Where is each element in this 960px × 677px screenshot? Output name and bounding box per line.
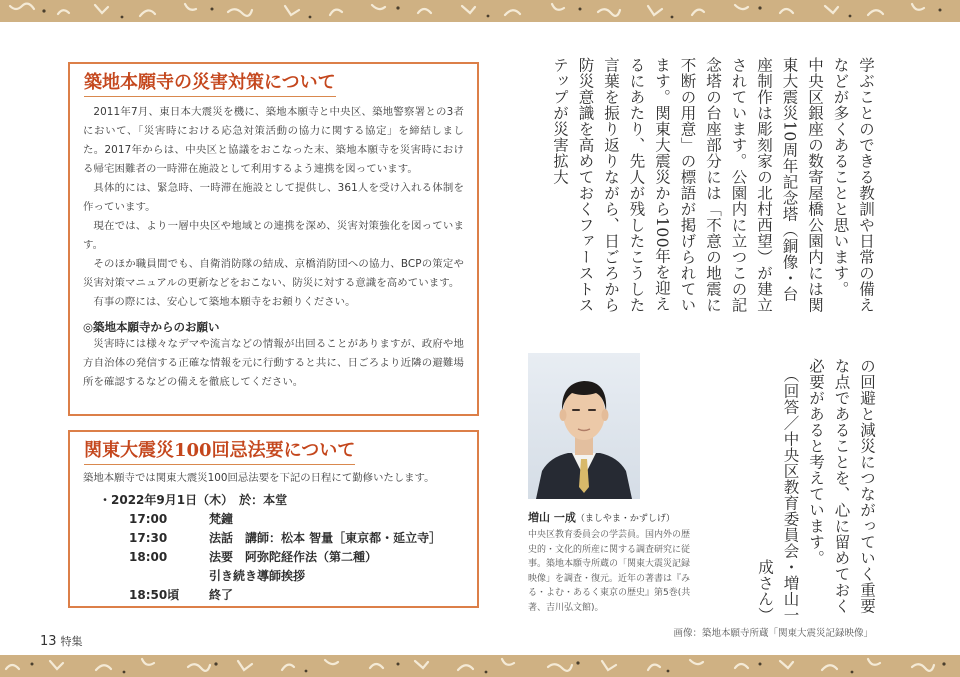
schedule-time: 17:30 <box>129 531 168 545</box>
disaster-paragraph-3: 現在では、より一層中央区や地域との連携を深め、災害対策強化を図っています。 <box>83 220 464 251</box>
profile-name-text: 増山 一成 <box>528 511 576 524</box>
schedule-row <box>83 586 464 605</box>
request-text: 災害時には様々なデマや流言などの情報が出回ることがありますが、政府や地方自治体の発信する正確な情報を元に行動すると共に、日ごろより近隣の避難場所を確認するなどの備えを徹底してください。 <box>83 338 464 388</box>
schedule-row <box>83 510 464 529</box>
top-decorative-band <box>0 0 960 22</box>
disaster-measures-body <box>83 103 464 312</box>
schedule-event: 法要 阿弥陀経作法（第二種） <box>209 550 378 564</box>
request-heading: ◎築地本願寺からのお願い <box>83 320 220 334</box>
vertical-article-lower-text: の回避と減災につながっていく重要な点であることを、心に留めておく必要があると考えています。 <box>807 358 876 614</box>
disaster-measures-title: 築地本願寺の災害対策について <box>84 72 336 97</box>
schedule-event: 引き続き導師挨拶 <box>209 569 306 583</box>
disaster-measures-box <box>68 62 479 416</box>
profile-bio: 中央区教育委員会の学芸員。国内外の歴史的・文化的所産に関する調査研究に従事。築地本願寺所蔵の「関東大震災記録映像」を調査・復元。近年の著書は『みる・よむ・あるく東京の歴史』第5巻(共著、吉川弘文館)。 <box>528 530 691 613</box>
schedule-event: 梵鐘 <box>209 512 234 526</box>
memorial-date: ・2022年9月1日（木） 於：本堂 <box>99 493 288 507</box>
schedule-time: 18:50頃 <box>129 588 180 602</box>
schedule-event: 法話 講師：松本 智量［東京都・延立寺］ <box>209 531 442 545</box>
memorial-service-title: 関東大震災100回忌法要について <box>84 440 355 465</box>
bottom-decorative-band <box>0 655 960 677</box>
schedule-time <box>83 567 197 586</box>
disaster-paragraph-1: 2011年7月、東日本大震災を機に、築地本願寺と中央区、築地警察署との3者において、「災害時における応急対策活動の協力に関する協定」を締結しました。2017年からは、中央区と協議をおこなった末、築地本願寺を災害時における帰宅困難者の一時滞在施設として利用するよう連携を図っています。 <box>83 106 464 175</box>
vertical-article-upper: 学ぶことのできる教訓や日常の備えなどが多くあることと思います。 中央区銀座の数寄屋橋公園内には関東大震災10周年記念塔（銅像・台座制作は彫刻家の北村西望）が建立されています。公園内に立つこの記念塔の台座部分には「不意の地震に不断の用意」の標語が掲げられています。関東大震災から100年を迎えるにあたり、先人が残したこうした言葉を振り返りながら、日ごろから防災意識を高めておくファーストステップが災害拡大 <box>551 57 875 313</box>
section-label: 特集 <box>60 635 83 648</box>
profile-name-kana: （ましやま・かずしげ） <box>575 514 675 524</box>
article-signature: （回答／中央区教育委員会・増山一成さん） <box>756 367 800 623</box>
schedule-row <box>83 567 464 586</box>
page-footer <box>40 633 83 649</box>
profile-name <box>528 510 675 527</box>
disaster-paragraph-5: 有事の際には、安心して築地本願寺をお頼りください。 <box>93 296 356 308</box>
schedule-row <box>83 529 464 548</box>
memorial-service-box <box>68 430 479 608</box>
memorial-schedule <box>83 510 464 605</box>
vertical-article-lower <box>743 358 879 623</box>
schedule-event: 終了 <box>209 588 234 602</box>
schedule-time: 18:00 <box>129 550 168 564</box>
schedule-time: 17:00 <box>129 512 168 526</box>
image-credit: 画像：築地本願寺所蔵「関東大震災記録映像」 <box>673 628 873 639</box>
disaster-paragraph-2: 具体的には、緊急時、一時滞在施設として提供し、361人を受け入れる体制を作っています。 <box>83 182 464 213</box>
disaster-paragraph-4: そのほか職員間でも、自衛消防隊の結成、京橋消防団への協力、BCPの策定や災害対策マニュアルの更新などをおこない、防災に対する意識を高めています。 <box>83 258 464 289</box>
portrait-photo <box>528 353 640 499</box>
memorial-intro: 築地本願寺では関東大震災100回忌法要を下記の日程にて勤修いたします。 <box>83 472 435 484</box>
page-number: 13 <box>40 634 57 649</box>
schedule-row <box>83 548 464 567</box>
